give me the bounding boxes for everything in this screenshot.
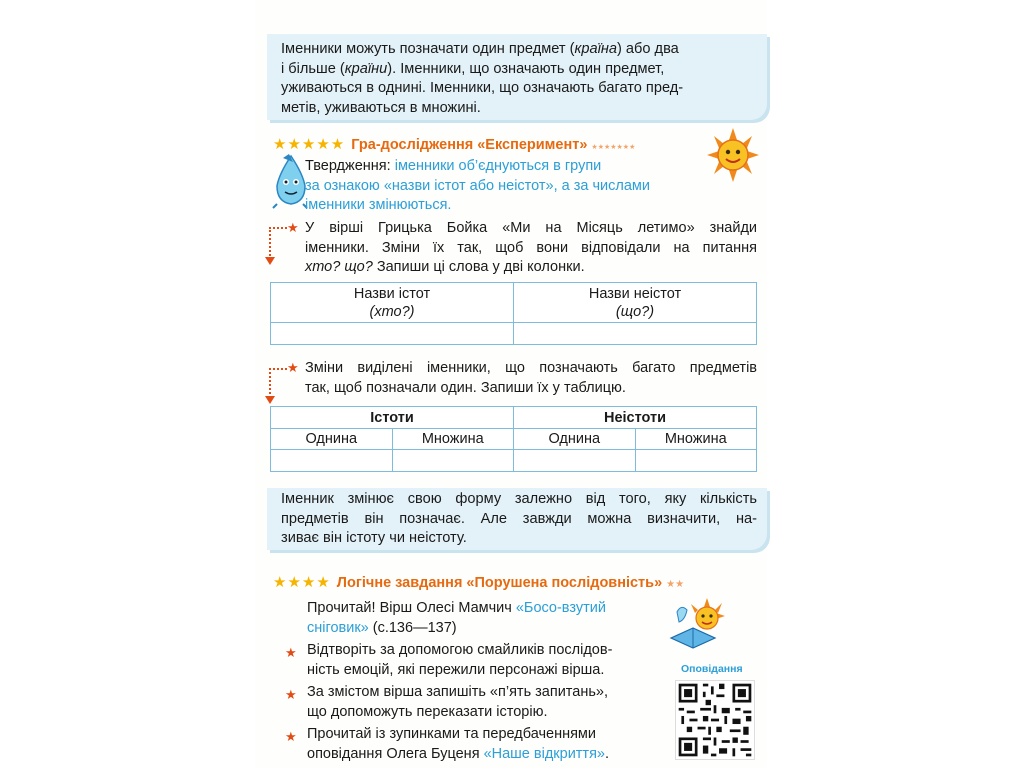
table-empty-cell[interactable] bbox=[514, 323, 757, 345]
task-2-text bbox=[305, 359, 757, 398]
table-subheader: Однина bbox=[271, 429, 393, 450]
item-text: що допоможуть переказати історію. bbox=[307, 703, 548, 720]
table-empty-cell[interactable] bbox=[635, 450, 757, 472]
item-text: За змістом вірша запишіть «п’ять запитань», bbox=[307, 684, 609, 700]
rule-text: уживаються в однині. Іменники, що означають багато пред- bbox=[281, 80, 684, 96]
dotted-arrow bbox=[269, 227, 287, 259]
dotted-arrow bbox=[269, 368, 287, 398]
table-subheader: Множина bbox=[635, 429, 757, 450]
table-subheader: Однина bbox=[514, 429, 636, 450]
statement-text: за ознакою «назви істот або неістот», а за числами bbox=[305, 177, 650, 194]
statement-label: Твердження: bbox=[305, 158, 391, 174]
column-title: Назви істот bbox=[353, 285, 431, 302]
task-text: іменники. Зміни їх так, щоб вони відповідали на питання bbox=[305, 239, 757, 256]
table-header-cell bbox=[271, 283, 514, 323]
rule-text: зиває він істоту чи неістоту. bbox=[281, 530, 467, 546]
statement-text: іменники об’єднуються в групи bbox=[394, 158, 602, 174]
heading-title: Логічне завдання «Порушена послідовність» bbox=[336, 575, 663, 591]
table-animate-inanimate bbox=[270, 282, 757, 345]
table-empty-cell[interactable] bbox=[271, 323, 514, 345]
rule-text: і більше ( bbox=[281, 60, 345, 77]
task-question-words: хто? що? bbox=[305, 259, 373, 275]
statement-text: іменники змінюються. bbox=[305, 197, 452, 213]
table-group-header: Неістоти bbox=[514, 407, 757, 429]
task-text: Зміни виділені іменники, що позначають багато предметів bbox=[305, 360, 757, 376]
table-singular-plural bbox=[270, 406, 757, 472]
page-reference: (с.136—137) bbox=[368, 619, 457, 636]
column-question: (хто?) bbox=[369, 303, 415, 320]
book-sun-illustration bbox=[667, 598, 729, 652]
arrow-tip bbox=[265, 257, 275, 265]
rule-text: ). Іменники, що означають один предмет, bbox=[387, 60, 665, 77]
column-question: (що?) bbox=[615, 303, 655, 320]
item-text: Відтворіть за допомогою смайликів послідов- bbox=[307, 642, 613, 658]
item-text: оповідання Олега Буценя bbox=[307, 745, 484, 762]
star-bullet-icon: ★ bbox=[285, 687, 297, 702]
decor-stars: ★★★★★★★ bbox=[591, 144, 636, 151]
rule-example: країна bbox=[574, 41, 617, 57]
rule-box-noun-form bbox=[267, 488, 767, 550]
table-empty-cell[interactable] bbox=[392, 450, 514, 472]
rule-text: предметів він позначає. Але завжди можна визначити, на- bbox=[281, 510, 757, 527]
logic-item-1 bbox=[307, 641, 667, 680]
task-1-text bbox=[305, 219, 757, 278]
poem-title-link[interactable]: «Босо-взутий bbox=[515, 600, 606, 616]
item-text: Прочитай із зупинками та передбаченнями bbox=[307, 726, 597, 742]
star-bullet-icon: ★ bbox=[287, 360, 299, 375]
decor-stars: ★★ bbox=[666, 579, 685, 590]
rule-text: Іменник змінює свою форму залежно від того, яку кількість bbox=[281, 491, 757, 507]
item-text: ність емоцій, які пережили персонажі вірша. bbox=[307, 661, 605, 678]
item-text: . bbox=[605, 745, 610, 762]
rule-text: ) або два bbox=[617, 41, 679, 57]
read-instruction bbox=[307, 599, 667, 638]
task-text: так, щоб позначали один. Запиши їх у таблицю. bbox=[305, 379, 626, 396]
table-header-cell bbox=[514, 283, 757, 323]
arrow-tip bbox=[265, 396, 275, 404]
difficulty-stars: ★★★★ bbox=[273, 574, 331, 591]
rule-text: метів, уживаються в множині. bbox=[281, 99, 481, 116]
heading-title: Гра-дослідження «Експеримент» bbox=[351, 137, 588, 153]
star-bullet-icon: ★ bbox=[287, 220, 299, 235]
star-bullet-icon: ★ bbox=[285, 729, 297, 744]
textbook-page bbox=[255, 0, 767, 768]
qr-label: Оповідання bbox=[681, 663, 743, 675]
section-heading-experiment bbox=[273, 135, 635, 153]
poem-title-link[interactable]: сніговик» bbox=[307, 619, 369, 636]
rule-text: Іменники можуть позначати один предмет ( bbox=[281, 41, 575, 57]
rule-box-singular-plural bbox=[267, 34, 767, 120]
rule-example: країни bbox=[344, 60, 388, 77]
logic-item-3 bbox=[307, 725, 667, 764]
qr-code[interactable] bbox=[675, 680, 755, 760]
story-title-link[interactable]: «Наше відкриття» bbox=[483, 745, 605, 762]
table-empty-cell[interactable] bbox=[514, 450, 636, 472]
read-text: Прочитай! Вірш Олесі Мамчич bbox=[307, 600, 516, 616]
star-bullet-icon: ★ bbox=[285, 645, 297, 660]
table-subheader: Множина bbox=[392, 429, 514, 450]
logic-item-2 bbox=[307, 683, 667, 722]
difficulty-stars: ★★★★★ bbox=[273, 136, 346, 153]
task-text: У вірші Грицька Бойка «Ми на Місяць летимо» знайди bbox=[305, 220, 757, 236]
task-text: Запиши ці слова у дві колонки. bbox=[372, 259, 585, 275]
table-group-header: Істоти bbox=[271, 407, 514, 429]
statement-block bbox=[305, 157, 755, 216]
column-title: Назви неістот bbox=[588, 285, 682, 302]
table-empty-cell[interactable] bbox=[271, 450, 393, 472]
section-heading-logic bbox=[273, 573, 684, 591]
